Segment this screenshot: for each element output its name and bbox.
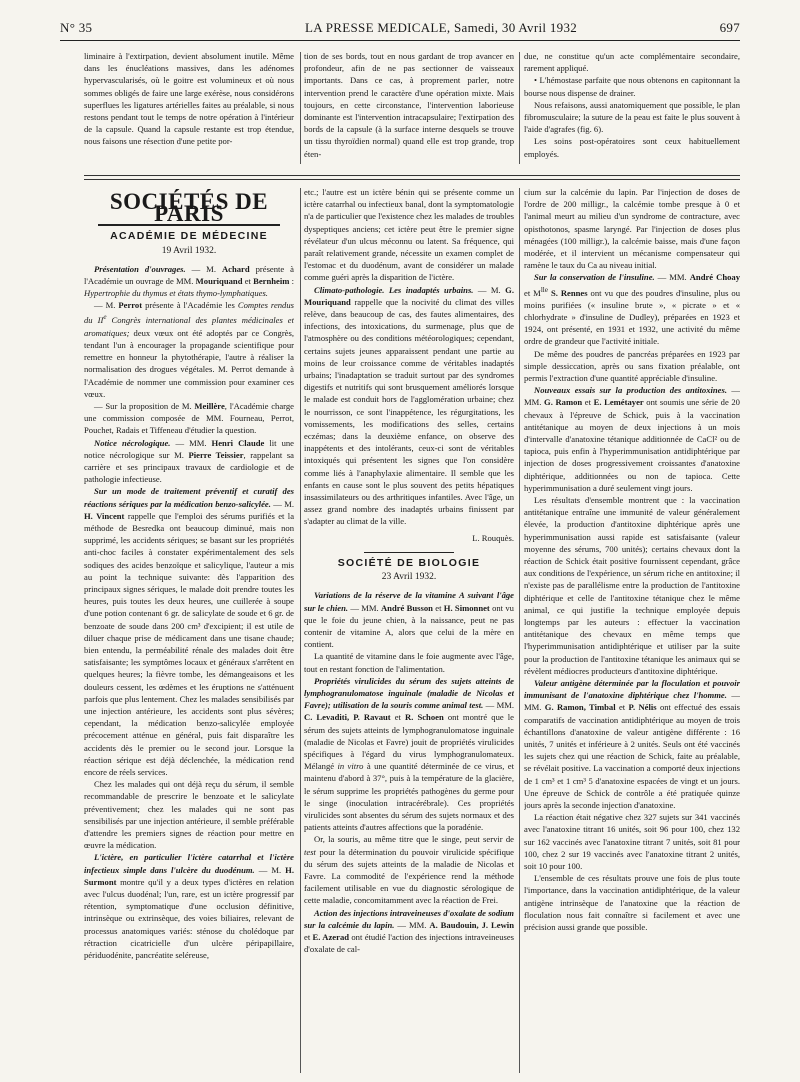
column-2-text-b xyxy=(304,589,514,955)
top-column-2 xyxy=(304,50,514,166)
paragraph: Les résultats d'ensemble montrent que : la vaccination antitétanique entraîne une immunité de valeur généralement élevée, la production d'antitoxine diphtérique après une hyperimmunisation aussi rapide est satisfaisante (valeur moyenne des sérums, 700 unités); certains chevaux dont la réaction de Schick était positive fournissent cependant, grâce aux conditions de l'expérience, un sérum riche en antitoxine; il n'existe pas de parallélisme entre la production de l'antitoxine diphtérique et celle de l'antitoxine tétanique chez le même animal, ce qui justifie la technique employée depuis longtemps par les auteurs : effectuer la vaccination antitétanique des chevaux en même temps que l'hyperimmunisation antidiphtérique et utiliser par la suite pour la production de l'antitoxine tétanique les animaux qui se révèlent médiocres producteurs d'antitoxine diphtérique. xyxy=(524,494,740,676)
paragraph: L'ensemble de ces résultats prouve une fois de plus toute l'importance, dans la vaccination antidiphtérique, de la valeur antigène intrinsèque de l'anatoxine que la réaction de floculation nous fait connaître si facilement et avec une précision aussi grande que possible. xyxy=(524,873,740,933)
issue-number: N° 35 xyxy=(60,20,93,35)
paragraph: L'ictère, en particulier l'ictère catarrhal et l'ictère infectieux simple dans l'ulcère du duodénum. — M. H. Surmont montre qu'il y a deux types d'ictères en relation avec l'ulcus duodénal; l'un, rare, est un ictère progressif par rétention, symptomatique d'une occlusion définitive, intrinsèque ou extrinsèque, des voies biliaires, relevant de processus anatomiques variés: sténose du cholédoque par rétraction cicatricielle d'un ulcère péripapillaire, périduodénite, pancréatite seléreuse, xyxy=(84,852,294,961)
column-1 xyxy=(84,186,294,1076)
biologie-heading: SOCIÉTÉ DE BIOLOGIE xyxy=(337,556,481,569)
column-divider xyxy=(519,52,520,164)
section-rule-double xyxy=(84,179,740,180)
paragraph: Notice nécrologique. — MM. Henri Claude lit une notice nécrologique sur M. Pierre Teissier, rappelant sa carrière et ses principaux travaux de cardiologie et de pathologie infectieuse. xyxy=(84,437,294,485)
column-divider xyxy=(519,188,520,1073)
paragraph: cium sur la calcémie du lapin. Par l'injection de doses de l'ordre de 200 milligr., la calcémie tombe presque à 0 et l'animal meurt au milieu d'un syndrome de contracture, avec opisthotonos, spasme laryngé. Par l'injection de doses plus ménagées (100 milligr.), la calcémie baisse, mais d'une façon modérée, et il intervient un mécanisme compensateur qui ramène le taux du Ca au niveau initial. xyxy=(524,187,740,271)
paragraph: due, ne constitue qu'un acte complémentaire secondaire, rarement appliqué. xyxy=(524,51,740,74)
paragraph: Sur la conservation de l'insuline. — MM. André Choay et $M^{lle}$ S. Rennes ont vu que des poudres d'insuline, plus ou moins purifiées (« insuline brute », « picrate » et « chlorhydrate » d'insuline de Dudley), préparées en 1923 et 1924, ont présenté, en 1931 et 1932, une activité du même ordre de grandeur que l'activité initiale. xyxy=(524,272,740,347)
paragraph: Propriétés virulicides du sérum des sujets atteints de lymphogranulomatose inguinale (maladie de Nicolas et Favre); utilisation de la souris comme animal test. — MM. C. Levaditi, P. Ravaut et R. Schoen ont montré que le sérum des sujets atteints de lymphogranulomatose inguinale (maladie de Nicolas et Favre) jouit de propriétés virulicides spécifiques à l'égard du virus lymphogranulomateux. Mélangé in vitro à une quantité déterminée de ce virus, et maintenu d'abord à 37°, puis à la température de la glacière, le sérum supprime les propriétés pathogènes du germe pour le singe (inoculation intracérébrale). Ces propriétés virulicides sont absentes du sérum des sujets normaux et des patients atteints d'autres affections que la poradénie. xyxy=(304,675,514,833)
section-title: SOCIÉTÉS DE PARIS xyxy=(109,189,269,227)
paragraph: Nous refaisons, aussi anatomiquement que possible, le plan fibromusculaire; la suture de la peau est faite le plus souvent à l'aide d'agrafes (fig. 6). xyxy=(524,99,740,135)
column-2-text-a xyxy=(304,186,514,528)
paragraph: • L'hémostase parfaite que nous obtenons en capitonnant la bourse nous dispense de drainer. xyxy=(524,75,740,98)
subsection-rule xyxy=(364,552,454,553)
academie-heading: ACADÉMIE DE MÉDECINE xyxy=(110,230,268,243)
academie-date: 19 Avril 1932. xyxy=(161,245,217,256)
paragraph: La quantité de vitamine dans le foie augmente avec l'âge, tout en restant fonction de l'alimentation. xyxy=(304,651,514,674)
column-divider xyxy=(300,188,301,1073)
paragraph: Présentation d'ouvrages. — M. Achard présente à l'Académie un ouvrage de MM. Mouriquand et Bernheim : Hypertrophie du thymus et états thymo-lymphatiques. xyxy=(84,263,294,299)
page-number: 697 xyxy=(719,20,740,35)
biologie-date: 23 Avril 1932. xyxy=(381,572,437,583)
paragraph: La réaction était négative chez 327 sujets sur 341 vaccinés avec l'anatoxine titrant 16 unités, soit 96 pour 100, chez 132 sur 162 vaccinés avec l'anatoxine titrant 7 unités, soit 81 pour 100, chez 2 sur 19 vaccinés avec l'anatoxine titrant 2 unités, soit 10 pour 100. xyxy=(524,812,740,872)
column-divider xyxy=(300,52,301,164)
section-rule xyxy=(84,175,740,176)
paragraph: Sur un mode de traitement préventif et curatif des réactions sériques par la médication benzo-salicylée. — M. H. Vincent rappelle que l'emploi des sérums purifiés et la méthode de Besredka ont beaucoup diminué, mais non supprimé, les accidents sériques; se basant sur les propriétés anti-choc faciles à constater expérimentalement des sels sodiques des acides benzoïque et salicylique, l'auteur a mis au point la technique suivante: dès l'apparition des principaux signes sériques, le malade doit prendre toutes les heures, puis toutes les deux heures, une cuillerée à soupe d'une potion contenant 6 gr. de salicylate de soude et 6 gr. de benzoate de soude dans 200 cm³ d'excipient; il est utile de diluer chaque prise de médicament dans une tisane chaude; bien entendu, la perméabilité rénale des malades doit être satisfaisante; les symptômes locaux et généraux s'arrêtent en quelques heures; la fièvre tombe, les démangeaisons et les douleurs cessent, les œdèmes et les éruptions ne s'atténuent parfois que plus lentement. Chez les malades sensibilisés par une injection antérieure, les accidents sont plus sévères; cependant, la médication benzo-salicylée employée précocement atténue en général, puis fait disparaître les accidents dès le premier ou le second jour. Lorsque la réaction sérique est déjà déclenchée, la médication rend encore de réels services. xyxy=(84,486,294,777)
paragraph: Or, la souris, au même titre que le singe, peut servir de test pour la détermination du pouvoir virulicide spécifique du sérum des sujets atteints de la maladie de Nicolas et Favre. La commodité de l'expérience rend la méthode facilement utilisable en vue du diagnostic sérologique de cette maladie, concomitamment avec la réaction de Frei. xyxy=(304,834,514,906)
top-column-3 xyxy=(524,50,740,166)
author-signature: L. Rouquès. xyxy=(472,532,514,543)
paragraph: Les soins post-opératoires sont ceux habituellement employés. xyxy=(524,136,740,159)
column-2 xyxy=(304,186,514,1076)
column-3 xyxy=(524,186,740,1076)
paragraph: — M. Perrot présente à l'Académie les Comptes rendus du IIe Congrès international des plantes médicinales et aromatiques; deux vœux ont été adoptés par ce Congrès, tendant l'un à encourager la propagande scientifique pour remettre en honneur la phytothérapie, l'autre à réaliser la normalisation des drogues végétales. M. Perrot demande à l'Académie de nommer une commission pour examiner ces vœux. xyxy=(84,300,294,399)
header-rule xyxy=(60,40,740,41)
paragraph: etc.; l'autre est un ictère bénin qui se présente comme un ictère catarrhal ou infectieux banal, dont la symptomatologie n'a de particulier que l'existence chez les malades de troubles dyspeptiques anciens; cet ictère peut être le premier signe révélateur d'un ulcus méconnu ou latent. Sa fréquence, qui paraît relativement grande, nécessite un examen complet de l'estomac et du duodénum, avant de considérer un malade comme guéri après la disparition de l'ictère. xyxy=(304,187,514,283)
paragraph: Valeur antigène déterminée par la floculation et pouvoir immunisant de l'anatoxine diphtérique chez l'homme. — MM. G. Ramon, Timbal et P. Nélis ont effectué des essais comparatifs de vaccination antidiphtérique au moyen de trois échantillons d'anatoxine de valeur antigène différente : 16 unités, 7 unités et inférieure à 2 unités. Seuls ont été vaccinés les sujets chez qui une réaction de Schick, faite au préalable, se révélait positive. La vaccination a comporté deux injections de 1 cm³ et 1 cm³ 5 d'anatoxine espacées de vingt et un jours. Une épreuve de Schick de contrôle a été pratiquée quinze jours après la seconde injection d'anatoxine. xyxy=(524,677,740,811)
paragraph: Nouveaux essais sur la production des antitoxines. — MM. G. Ramon et E. Lemétayer ont soumis une série de 20 chevaux à l'épreuve de Schick, puis à la vaccination antitétanique au moyen de deux injections à un mois d'intervalle d'anatoxine tétanique additionnée de CaCl² ou de tapioca, puis enfin à l'hyperimmunisation antidiphtérique par injection de doses progressivement croissantes d'anatoxine diphtérique, additionnées ou non de tapioca. Cette hyperimmunisation a duré seulement vingt jours. xyxy=(524,385,740,493)
paragraph: liminaire à l'extirpation, devient absolument inutile. Même dans les énucléations massives, dans les adénomes hypervascularisés, où le goitre est volumineux et où nous sommes obligés de faire une large exérèse, nous considérons superflues les ligatures artérielles faites au préalable, si nous restons pendant tout le temps de notre opération à l'intérieur de la capsule. Quand la capsule restante est trop étendue, nous faisons une résection d'une petite por- xyxy=(84,51,294,147)
column-3-text xyxy=(524,186,740,933)
paragraph: Action des injections intraveineuses d'oxalate de sodium sur la calcémie du lapin. — MM. A. Baudouin, J. Lewin et E. Azerad ont étudié l'action des injections intraveineuses d'oxalate de cal- xyxy=(304,907,514,955)
journal-title: LA PRESSE MEDICALE, Samedi, 30 Avril 1932 xyxy=(305,20,578,35)
page-header xyxy=(60,20,740,38)
paragraph: Climato-pathologie. Les inadaptés urbains. — M. G. Mouriquand rappelle que la nocivité du climat des villes relève, dans beaucoup de cas, des fautes alimentaires, des infections, des intoxications, du surmenage, plus que de l'atmosphère ou des conditions météorologiques; cependant, certains sujets jeunes apparaissent pendant une partie au moins de leur croissance comme de véritables inadaptés urbains; l'inadaptation se traduit surtout par des syndromes digestifs et nutritifs qui sont brusquement améliorés lorsque le malade est conduit hors de l'agglomération urbaine; chez le nourrisson, ce sont l'inappétence, les régurgitations, les vomissements, les modifications des selles, certains eczémas; dans la deuxième enfance, on observe des inappétents et des intolérants, ceux-ci sont de véritables intoxiqués qui présentent les signes que l'on considère comme liés à l'anaphylaxie alimentaire. Il semble que les enfants en cause sont le plus souvent des petits hépatiques insassimilateurs ou des arthritiques infantiles. Avec l'âge, un assez grand nombre des inadaptés urbains finissent par s'adapter au climat de la ville. xyxy=(304,284,514,527)
paragraph: Chez les malades qui ont déjà reçu du sérum, il semble recommandable de prescrire le benzoate et le salicylate préventivement; chez les malades qui ne sont pas sensibilisés par une injection antérieure, il semble préférable d'attendre les premiers signes de réaction pour mettre en œuvre la médication. xyxy=(84,779,294,851)
top-column-1 xyxy=(84,50,294,166)
paragraph: — Sur la proposition de M. Meillère, l'Académie charge une commission composée de MM. Fourneau, Perrot, Pouchet, Radais et Tiffeneau d'étudier la question. xyxy=(84,400,294,436)
paragraph: De même des poudres de pancréas préparées en 1923 par simple dessiccation, après ou sans fixation préalable, ont permis l'extraction d'une quantité appréciable d'insuline. xyxy=(524,348,740,383)
paragraph: tion de ses bords, tout en nous gardant de trop avancer en profondeur, afin de ne pas sectionner de vaisseaux importants. Dans ce cas, à proprement parler, notre intervention prend le caractère d'une opération mixte. Mais toujours, en cette circonstance, l'intervention laborieuse dominante est l'intervention intracapsulaire; l'extirpation des bords de la capsule (à la surface interne desquels se trouve un tissu thyroïdien normal) quand elle est trop grande, trop éten- xyxy=(304,51,514,159)
paragraph: Variations de la réserve de la vitamine A suivant l'âge sur le chien. — MM. André Busson et H. Simonnet ont vu que le foie du jeune chien, à la naissance, peut ne pas contenir de vitamine A, alors que celui de la mère en contient. xyxy=(304,590,514,650)
column-1-text xyxy=(84,263,294,961)
